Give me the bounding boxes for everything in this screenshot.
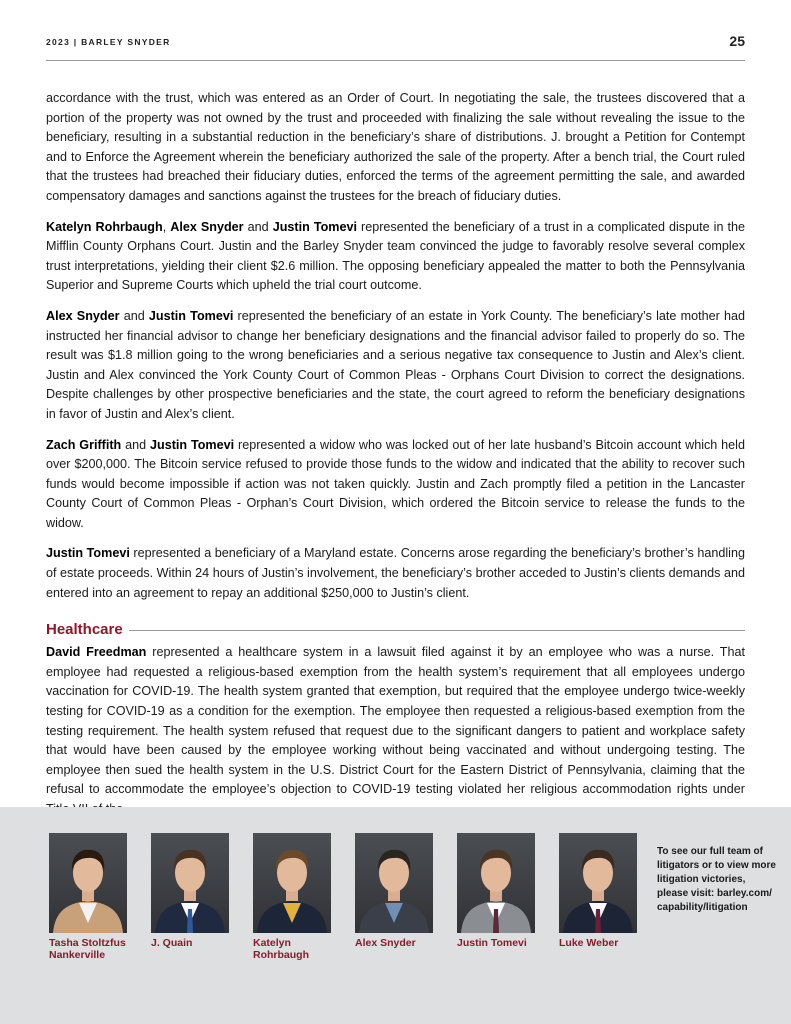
article-body [46,89,745,831]
attorney-name: Justin Tomevi [272,219,357,234]
headshot-photo [253,833,331,933]
attorney-name: Katelyn Rohrbaugh [46,219,163,234]
section-title: Healthcare [46,620,129,640]
page-number: 25 [729,33,745,49]
headshot-photo [559,833,637,933]
paragraph-text: , [162,219,171,234]
team-member [253,833,348,961]
team-member [457,833,552,949]
header-divider [46,60,745,61]
paragraph-text: and [121,437,151,452]
team-member [151,833,246,949]
paragraph [46,544,745,603]
headshot-photo [151,833,229,933]
member-name: Katelyn Rohrbaugh [253,937,309,961]
page-header [46,33,745,63]
member-name: Tasha Stoltzfus Nankerville [49,937,126,961]
team-member [355,833,450,949]
member-name: Alex Snyder [355,937,416,949]
section-divider [46,630,745,631]
attorney-name: Alex Snyder [46,308,120,323]
attorney-name: Justin Tomevi [148,308,234,323]
paragraph [46,89,745,207]
paragraph-text: represented a healthcare system in a lawsuit filed against it by an employee who was a nurse. That employee had requested a religious-based exemption from the health system’s requirement that all employees undergo vaccination for COVID-19. The health system granted that exemption, but required that the employee undergo twice-weekly testing for COVID-19 as a condition for the exemption. The employee then requested a religious-based exemption from the testing requirement. The health system refused that request due to the significant dangers to patient and workplace safety that would have been caused by the employee working without being vaccinated and without undergoing testing. The employee then sued the health system in the U.S. District Court for the Eastern District of Pennsylvania, claiming that the refusal to accommodate the employee’s objection to COVID-19 testing violated her religious accommodation rights under [46,645,745,797]
headshot-photo [49,833,127,933]
attorney-name: Zach Griffith [46,437,122,452]
headshot-photo [457,833,535,933]
member-name: J. Quain [151,937,193,949]
section-paragraph [46,643,745,819]
member-name: Luke Weber [559,937,619,949]
paragraph [46,218,745,296]
headshot-photo [355,833,433,933]
team-footer [0,807,791,1024]
paragraph-text: represented the beneficiary of a trust in a complicated dispute in the Mifflin County Orphans Court. Justin and the Barley Snyder team convinced the judge to favorably resolve several complex trust interpretations, yielding their client $2.6 million. The opposing beneficiary appealed the matter to both the Pennsylvania Superior and Supreme Courts which upheld the trial court outcome. [46,219,746,293]
attorney-name: David Freedman [46,645,147,660]
section-heading [46,620,745,642]
team-member [49,833,144,961]
team-cta: To see our full team of litigators or to view more litigation victories, please visit: barley.com/ capability/litigation [657,846,776,913]
attorney-name: Alex Snyder [170,219,244,234]
paragraph-text: represented a widow who was locked out of her late husband’s Bitcoin account which held over $200,000. The Bitcoin service refused to provide those funds to the widow and indicated that the ability to recover such funds would become impossible if action was not taken quickly. Justin and Zach promptly filed a petition in the Lancaster County Court of Common Pleas - Orphan’s Court Division, which ordered the Bitcoin service to release the funds to the widow. [46,437,745,530]
paragraph [46,436,745,534]
paragraph-text: represented a beneficiary of a Maryland estate. Concerns arose regarding the beneficiary’s brother’s handling of estate proceeds. Within 24 hours of Justin’s involvement, the beneficiary’s brother acceded to Justin’s clients demands and entered into an agreement to repay an additional $250,000 to Justin’s client. [46,546,745,600]
paragraph [46,307,745,425]
header-publication: 2023 | BARLEY SNYDER [46,37,171,47]
paragraph-text: accordance with the trust, which was entered as an Order of Court. In negotiating the sale, the trustees discovered that a portion of the property was not owned by the trust and proceeded with finalizing the sale without revealing the issue to the beneficiary, resulting in a substantial reduction in the beneficiary’s share of distributions. J. brought a Petition for Contempt and to Enforce the Agreement wherein the beneficiary authorized the sale of the property. After a bench trial, the Court ruled that the trustees had breached their fiduciary duties, enforced the terms of the agreement permitting the sale, and awarded compensatory damages and sanctions against the trustees for the breach of fiduciary duties. [46,91,745,203]
paragraph-text: and [119,308,149,323]
paragraph-text: and [243,219,273,234]
member-name: Justin Tomevi [457,937,527,949]
attorney-name: Justin Tomevi [150,437,235,452]
paragraph-text: represented the beneficiary of an estate in York County. The beneficiary’s late mother had instructed her financial advisor to change her beneficiary designations and the financial advisor failed to properly do so. The result was $1.8 million going to the wrong beneficiaries and a serious negative tax consequence to Justin and Alex’s client. Justin and Alex convinced the York County Court of Common Pleas - Orphans Court Division to correct the designations. Despite challenges by other prospective beneficiaries and the state, the court agreed to reform the beneficiary designations in favor of Justin and Alex’s client. [46,308,746,421]
attorney-name: Justin Tomevi [46,546,130,561]
team-member [559,833,654,949]
